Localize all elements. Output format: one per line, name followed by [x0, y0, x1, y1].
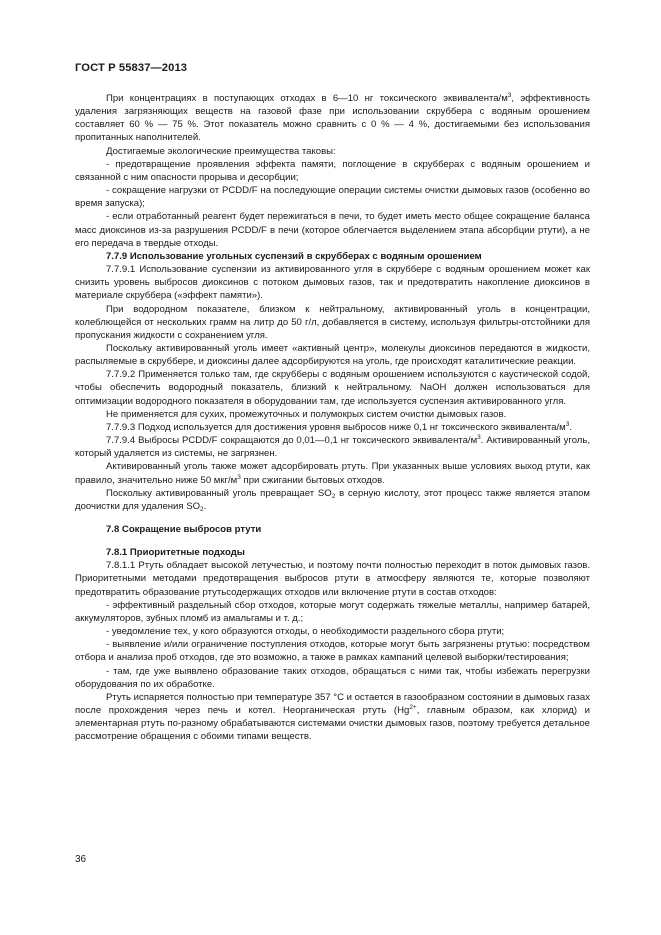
- paragraph: 7.7.9.2 Применяется только там, где скрубберы с водяным орошением используются с каустической содой, чтобы обеспечить водородный показатель, близкий к нейтральному. NaOH должен использоваться для оптимизации водородного показателя в оборудовании там, где используется суспензия активированного угля.: [75, 369, 590, 407]
- paragraph: При водородном показателе, близком к нейтральному, активированный уголь в концентрации, колеблющейся от нескольких грамм на литр до 50 г/л, добавляется в систему, используя фильтры-отстойники для пропускания жидкости с сохранением угля.: [75, 303, 590, 341]
- paragraph: Поскольку активированный уголь имеет «активный центр», молекулы диоксинов передаются в жидкости, распыляемые в скруббере, и диоксины далее адсорбируются на уголь, где происходят каталитические реакции.: [75, 342, 590, 368]
- list-item: - уведомление тех, у кого образуются отходы, о необходимости раздельного сбора ртути;: [106, 626, 505, 638]
- section-heading: 7.8 Сокращение выбросов ртути: [106, 524, 262, 535]
- section-heading: 7.7.9 Использование угольных суспензий в скрубберах с водяным орошением: [106, 250, 482, 262]
- paragraph: 7.7.9.4 Выбросы PCDD/F сокращаются до 0,01—0,1 нг токсического эквивалента/$м^3$. Активированный уголь, который удаляется из системы, не загрязнен.: [75, 434, 590, 460]
- page-number: 36: [75, 854, 87, 865]
- list-item: - там, где уже выявлено образование таких отходов, обращаться с ними так, чтобы избежать перегрузки оборудования по их обработке.: [75, 665, 590, 690]
- paragraph: 7.8.1.1 Ртуть обладает высокой летучестью, и поэтому почти полностью переходит в поток дымовых газов. Приоритетными методами предотвращения выбросов ртути в атмосферу являются те, которые позволяют предотвратить образование ртутьсодержащих отходов или включение ртути в состав отходов:: [75, 560, 590, 598]
- paragraph: Поскольку активированный уголь превращает $SO_2$ в серную кислоту, этот процесс также является этапом доочистки для удаления $SO_2$.: [75, 487, 590, 513]
- subsection-heading: 7.8.1 Приоритетные подходы: [106, 547, 245, 559]
- page-body: [75, 92, 590, 744]
- paragraph: 7.7.9.3 Подход используется для достижения уровня выбросов ниже 0,1 нг токсического эквивалента/$м^3$.: [106, 420, 572, 433]
- document-header: ГОСТ Р 55837—2013: [75, 62, 188, 74]
- paragraph: 7.7.9.1 Использование суспензии из активированного угля в скруббере с водяным орошением может как снизить уровень выбросов диоксинов с потоком дымовых газов, так и предотвратить накопление диоксинов в материале скруббера («эффект памяти»).: [75, 264, 590, 302]
- paragraph: При концентрациях в поступающих отходах в 6—10 нг токсического эквивалента/$м^3$, эффективность удаления загрязняющих веществ на газовой фазе при использовании скруббера с водяным орошением составляет 60 % — 75 %. Этот показатель можно сравнить с 0 % — 4 %, достигаемыми без использования пропитанных наполнителей.: [75, 92, 590, 144]
- paragraph: Достигаемые экологические преимущества таковы:: [106, 145, 336, 157]
- list-item: - выявление и/или ограничение поступления отходов, которые могут быть загрязнены ртутью: посредством отбора и анализа проб отходов, где это возможно, а также в рамках кампаний целевой выборки/тестирования;: [75, 639, 590, 664]
- list-item: - предотвращение проявления эффекта памяти, поглощение в скрубберах с водяным орошением и связанной с ним опасности прорыва и десорбции;: [75, 158, 590, 183]
- list-item: - сокращение нагрузки от PCDD/F на последующие операции системы очистки дымовых газов (особенно во время запуска);: [75, 185, 590, 210]
- list-item: - если отработанный реагент будет пережигаться в печи, то будет иметь место общее сокращение баланса масс диоксинов из-за разрушения PCDD/F в печи (которое облегчается выделением этапа абсорбции ртути), а не его передача в твердые отходы.: [75, 211, 590, 249]
- list-item: - эффективный раздельный сбор отходов, которые могут содержать тяжелые металлы, например батарей, аккумуляторов, зубных пломб из амальгамы и т. д.;: [75, 599, 590, 624]
- paragraph: Ртуть испаряется полностью при температуре 357 °С и остается в газообразном состоянии в дымовых газах после прохождения через печь и котел. Неорганическая ртуть ($Hg^{2+}$, главным образом, как хлорид) и элементарная ртуть по-разному обрабатываются системами очистки дымовых газов, поэтому требуется детальное рассмотрение обращения с обоими типами веществ.: [75, 691, 591, 743]
- paragraph: Не применяется для сухих, промежуточных и полумокрых систем очистки дымовых газов.: [106, 408, 507, 420]
- paragraph: Активированный уголь также может адсорбировать ртуть. При указанных выше условиях выход ртути, как правило, значительно ниже 50 мкг/$м^3$ при сжигании бытовых отходов.: [75, 461, 590, 486]
